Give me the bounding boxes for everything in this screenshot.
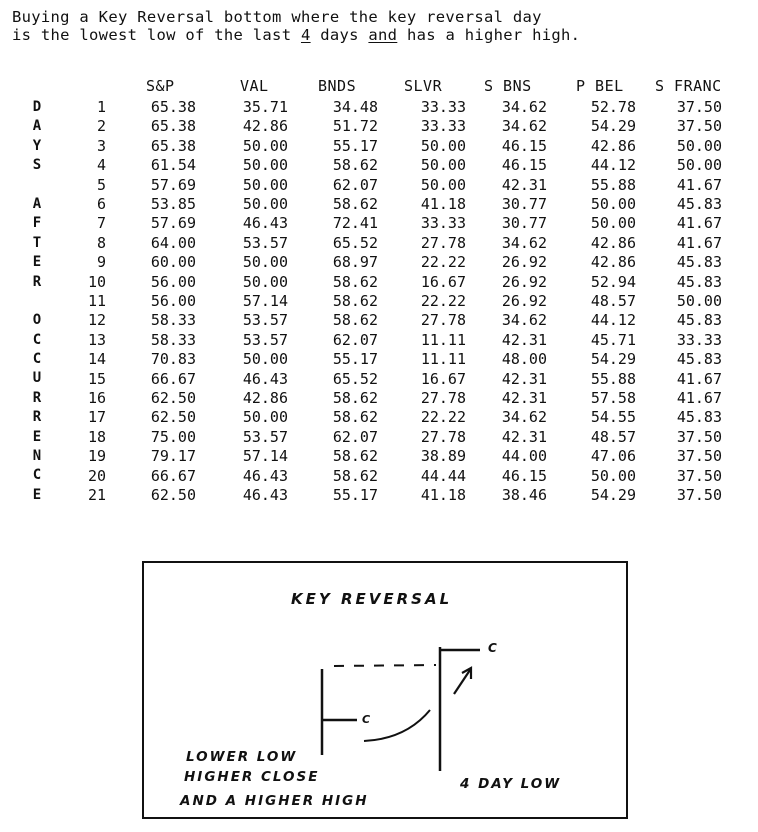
table-row [0,486,758,505]
table-cell: 37.50 [676,117,722,136]
table-cell: 45.83 [676,195,722,213]
table-cell: 50.00 [242,195,288,213]
table-cell: 27.78 [420,311,466,330]
prior-high-dashed-line [334,665,436,666]
table-cell: 42.31 [501,330,547,349]
table-cell: 65.38 [150,117,196,136]
table-row [0,176,758,195]
heading-and: and [368,26,398,44]
table-cell: 50.00 [242,350,288,369]
day-number: 21 [87,486,106,504]
table-cell: 50.00 [590,214,636,233]
table-cell: 37.50 [676,447,722,466]
table-cell: 60.00 [150,253,196,272]
table-cell: 45.83 [676,272,722,291]
table-cell: 33.33 [420,214,466,233]
vertical-label-letter: N [32,448,42,465]
vertical-label-letter: R [32,409,42,426]
table-cell: 30.77 [501,214,547,233]
vertical-label-letter: E [32,486,42,503]
table-cell: 48.57 [590,427,636,446]
table-row [0,214,758,233]
table-cell: 34.48 [332,98,378,116]
table-cell: 54.29 [590,486,636,504]
table-row [0,389,758,408]
table-cell: 44.00 [501,447,547,466]
table-cell: 65.38 [150,136,196,155]
table-cell: 37.50 [676,486,722,504]
caption-higher-high: AND A HIGHER HIGH [180,793,369,809]
day-number: 17 [87,408,106,427]
table-cell: 50.00 [242,408,288,427]
table-cell: 57.69 [150,214,196,233]
table-cell: 44.44 [420,466,466,485]
table-row [0,98,758,117]
table-cell: 50.00 [242,136,288,155]
table-row [0,350,758,369]
table-row [0,234,758,253]
caption-four-day-low: 4 DAY LOW [460,776,562,792]
table-cell: 62.07 [332,175,378,194]
table-cell: 41.67 [676,233,722,252]
table-cell: 64.00 [150,233,196,252]
table-cell: 52.78 [590,98,636,116]
table-cell: 50.00 [242,156,288,175]
table-row [0,331,758,350]
day-number: 7 [96,214,106,233]
table-cell: 33.33 [420,117,466,136]
table-cell: 50.00 [590,195,636,213]
table-cell: 62.50 [150,408,196,427]
table-cell: 41.18 [420,195,466,213]
table-cell: 42.31 [501,175,547,194]
vertical-label-letter: D [32,99,42,115]
day-number: 15 [87,369,106,388]
table-cell: 34.62 [501,117,547,136]
table-cell: 22.22 [420,408,466,427]
day-number: 3 [96,136,106,155]
column-header-s-bns: S BNS [484,77,532,95]
table-row [0,311,758,330]
table-cell: 54.55 [590,408,636,427]
table-row [0,156,758,175]
table-row [0,253,758,272]
table-cell: 62.50 [150,389,196,407]
table-cell: 16.67 [420,272,466,291]
table-cell: 54.29 [590,350,636,369]
table-cell: 45.83 [676,311,722,330]
table-cell: 26.92 [501,272,547,291]
heading-line-1: Buying a Key Reversal bottom where the key reversal day [12,8,542,26]
table-cell: 53.57 [242,311,288,330]
table-row [0,370,758,389]
table-cell: 57.14 [242,292,288,310]
table-cell: 70.83 [150,350,196,369]
table-cell: 53.57 [242,233,288,252]
vertical-label-letter: O [32,312,42,329]
table-cell: 52.94 [590,272,636,291]
day-number: 20 [87,466,106,485]
table-cell: 65.52 [332,233,378,252]
table-cell: 58.33 [150,330,196,349]
table-cell: 42.86 [242,117,288,136]
table-cell: 79.17 [150,447,196,466]
key-reversal-figure [142,561,628,819]
table-cell: 61.54 [150,156,196,175]
table-cell: 44.12 [590,311,636,330]
table-cell: 27.78 [420,427,466,446]
table-cell: 45.83 [676,408,722,427]
close-label-right: C [488,641,499,655]
table-row [0,467,758,486]
vertical-label-letter: E [32,254,42,271]
column-header-p-bel: P BEL [576,77,624,95]
table-cell: 68.97 [332,253,378,272]
vertical-label-letter: U [32,370,42,387]
day-number: 8 [96,233,106,252]
table-cell: 58.62 [332,408,378,427]
table-cell: 38.46 [501,486,547,504]
table-cell: 58.62 [332,447,378,466]
vertical-label-letter: A [32,118,42,135]
table-cell: 46.15 [501,156,547,175]
table-cell: 33.33 [420,98,466,116]
table-cell: 72.41 [332,214,378,233]
vertical-label-letter: A [32,195,42,212]
table-cell: 46.15 [501,136,547,155]
table-cell: 50.00 [676,136,722,155]
table-cell: 44.12 [590,156,636,175]
table-cell: 66.67 [150,369,196,388]
table-cell: 58.62 [332,389,378,407]
table-cell: 27.78 [420,233,466,252]
table-cell: 42.86 [590,233,636,252]
table-cell: 26.92 [501,292,547,310]
day-number: 4 [96,156,106,175]
caption-higher-close: HIGHER CLOSE [184,769,320,785]
table-cell: 42.31 [501,389,547,407]
vertical-label-letter: S [32,157,42,174]
table-cell: 41.67 [676,369,722,388]
table-cell: 55.17 [332,486,378,504]
table-cell: 56.00 [150,272,196,291]
table-cell: 46.15 [501,466,547,485]
table-cell: 58.62 [332,195,378,213]
table-cell: 11.11 [420,330,466,349]
table-cell: 55.88 [590,175,636,194]
table-cell: 50.00 [420,136,466,155]
table-cell: 11.11 [420,350,466,369]
table-cell: 50.00 [676,156,722,175]
table-cell: 16.67 [420,369,466,388]
table-cell: 34.62 [501,233,547,252]
low-curve [364,710,430,741]
table-cell: 37.50 [676,427,722,446]
column-header-slvr: SLVR [404,77,443,95]
table-cell: 45.71 [590,330,636,349]
table-cell: 48.57 [590,292,636,310]
vertical-label-letter: F [32,215,42,232]
column-header-val: VAL [240,77,269,95]
table-cell: 50.00 [242,272,288,291]
heading-line-2-mid: days [310,26,369,44]
day-number: 12 [87,311,106,330]
caption-lower-low: LOWER LOW [186,749,298,765]
table-cell: 50.00 [242,253,288,272]
table-cell: 62.07 [332,330,378,349]
day-number: 1 [96,98,106,116]
table-cell: 62.50 [150,486,196,504]
table-cell: 75.00 [150,427,196,446]
column-header-bnds: BNDS [318,77,357,95]
table-cell: 57.69 [150,175,196,194]
table-cell: 58.62 [332,272,378,291]
table-cell: 65.38 [150,98,196,116]
day-number: 11 [87,292,106,310]
vertical-label-letter: T [32,234,42,251]
day-number: 19 [87,447,106,466]
table-cell: 58.62 [332,292,378,310]
day-number: 9 [96,253,106,272]
table-cell: 46.43 [242,369,288,388]
vertical-label-letter: C [32,351,42,368]
table-cell: 22.22 [420,292,466,310]
day-number: 13 [87,330,106,349]
table-cell: 42.86 [590,253,636,272]
table-row [0,292,758,311]
table-row [0,428,758,447]
table-cell: 37.50 [676,466,722,485]
day-number: 2 [96,117,106,136]
close-label-left: C [362,713,373,726]
vertical-label-letter: C [32,467,42,484]
table-cell: 41.67 [676,214,722,233]
table-cell: 56.00 [150,292,196,310]
heading-line-2-pre: is the lowest low of the last [12,26,301,44]
table-cell: 50.00 [242,175,288,194]
heading-days-count: 4 [300,26,311,44]
figure-title: KEY REVERSAL [291,590,453,608]
table-cell: 55.88 [590,369,636,388]
table-row [0,408,758,427]
heading-line-2-post: has a higher high. [397,26,581,44]
table-cell: 53.57 [242,330,288,349]
day-number: 16 [87,389,106,407]
table-cell: 42.31 [501,369,547,388]
table-cell: 34.62 [501,98,547,116]
day-number: 18 [87,427,106,446]
table-cell: 57.58 [590,389,636,407]
table-cell: 50.00 [420,156,466,175]
day-number: 14 [87,350,106,369]
table-cell: 37.50 [676,98,722,116]
vertical-label-letter: E [32,428,42,445]
table-cell: 46.43 [242,214,288,233]
table-cell: 34.62 [501,311,547,330]
table-cell: 58.62 [332,311,378,330]
table-cell: 55.17 [332,350,378,369]
table-cell: 50.00 [420,175,466,194]
table-cell: 57.14 [242,447,288,466]
table-cell: 42.86 [590,136,636,155]
table-cell: 41.67 [676,175,722,194]
table-cell: 50.00 [676,292,722,310]
table-cell: 26.92 [501,253,547,272]
up-arrow [454,670,470,694]
table-cell: 46.43 [242,466,288,485]
day-number: 6 [96,195,106,213]
table-cell: 66.67 [150,466,196,485]
table-row [0,447,758,466]
table-cell: 41.67 [676,389,722,407]
table-cell: 48.00 [501,350,547,369]
day-number: 5 [96,175,106,194]
table-cell: 58.62 [332,466,378,485]
table-cell: 62.07 [332,427,378,446]
table-cell: 58.62 [332,156,378,175]
heading [12,8,580,44]
table-cell: 46.43 [242,486,288,504]
table-cell: 58.33 [150,311,196,330]
table-cell: 35.71 [242,98,288,116]
table-cell: 33.33 [676,330,722,349]
table-cell: 34.62 [501,408,547,427]
table-cell: 47.06 [590,447,636,466]
table-cell: 38.89 [420,447,466,466]
table-cell: 65.52 [332,369,378,388]
table-row [0,195,758,214]
table-cell: 53.57 [242,427,288,446]
table-cell: 41.18 [420,486,466,504]
vertical-label-letter: R [32,389,42,406]
table-cell: 54.29 [590,117,636,136]
vertical-label-letter: C [32,331,42,348]
vertical-label-letter: Y [32,137,42,154]
table-cell: 42.86 [242,389,288,407]
day-number: 10 [87,272,106,291]
table-cell: 22.22 [420,253,466,272]
table-cell: 50.00 [590,466,636,485]
table-cell: 45.83 [676,350,722,369]
table-cell: 30.77 [501,195,547,213]
table-row [0,117,758,136]
vertical-label-letter: R [32,273,42,290]
column-header-sp: S&P [146,77,175,95]
table-cell: 45.83 [676,253,722,272]
table-row [0,273,758,292]
table-row [0,137,758,156]
table-cell: 51.72 [332,117,378,136]
table-cell: 53.85 [150,195,196,213]
table-cell: 42.31 [501,427,547,446]
column-header-s-franc: S FRANC [655,77,722,95]
table-cell: 27.78 [420,389,466,407]
table-cell: 55.17 [332,136,378,155]
